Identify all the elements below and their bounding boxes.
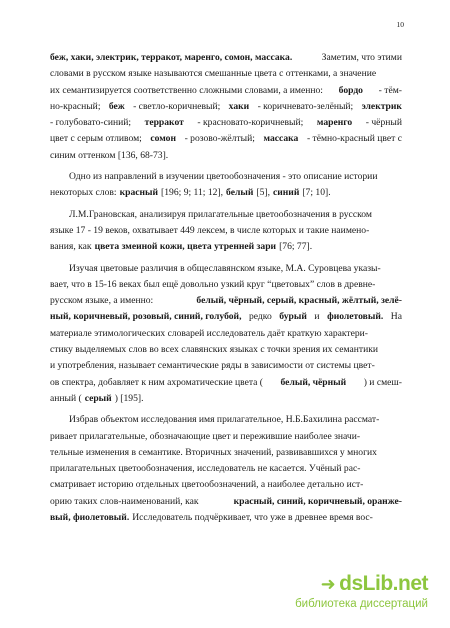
text-segment: - коричневато-зелёный;	[257, 100, 354, 112]
text-line	[50, 239, 402, 255]
text-segment: - чёрный	[365, 117, 402, 129]
text-line	[50, 494, 402, 510]
bold-term: цвета змеиной кожи, цвета утренней зари	[94, 241, 277, 253]
paragraph	[50, 207, 402, 256]
bold-term: массака	[263, 133, 299, 145]
text-segment: сматривает историю отдельных цветообозначений, а наиболее детально ист-	[50, 479, 364, 491]
text-segment: русском языке, а именно:	[50, 295, 154, 307]
text-segment: Исследователь подчёркивает, что уже в древнее время вос-	[132, 512, 373, 524]
text-line	[50, 293, 402, 309]
text-segment: прилагательных цветообозначения, исследователь не касается. Учёный рас-	[50, 463, 361, 475]
text-line	[50, 223, 402, 239]
text-segment: ) [195].	[114, 392, 144, 404]
text-line	[50, 391, 402, 407]
text-line	[50, 375, 402, 391]
text-segment: Изучая цветовые различия в общеславянском языке, М.А. Суровцева указы-	[69, 262, 381, 274]
text-segment: цвет с серым отливом;	[50, 133, 142, 145]
text-line	[50, 342, 402, 358]
text-line	[50, 326, 402, 342]
text-line	[50, 510, 402, 526]
text-line	[50, 477, 402, 493]
bold-term: сомон	[150, 133, 177, 145]
text-segment: [76; 77].	[279, 241, 313, 253]
text-segment: - голубовато-синий;	[50, 117, 132, 129]
text-segment: ов спектра, добавляет к ним ахроматические цвета (	[50, 376, 264, 388]
text-line	[50, 429, 402, 445]
text-segment: - тёмно-красный цвет с	[306, 133, 402, 145]
text-line	[50, 309, 402, 325]
text-segment: словами в русском языке называются смешанные цвета с оттенками, а значение	[50, 68, 377, 80]
watermark-subtitle: библиотека диссертаций	[295, 598, 428, 610]
text-segment: Л.М.Грановская, анализируя прилагательные цветообозначения в русском	[69, 208, 372, 220]
text-segment: языке 17 - 19 веков, охватывает 449 лексем, в числе которых и такие наимено-	[50, 224, 370, 236]
text-segment: но-красный;	[50, 100, 101, 112]
text-line	[50, 185, 402, 201]
bold-term: беж, хаки, электрик, терракот, маренго, сомон, массака.	[50, 52, 293, 63]
bold-term: красный, синий, коричневый, оранже-	[233, 495, 402, 507]
text-segment: орию таких слов-наименований, как	[50, 495, 199, 507]
text-segment: - тём-	[378, 84, 402, 96]
text-segment: - светло-коричневый;	[133, 100, 221, 112]
watermark-arrow-icon: ➜	[320, 573, 336, 594]
bold-term: бордо	[338, 84, 363, 96]
bold-term: белый	[226, 187, 254, 199]
text-segment: вает, что в 15-16 веках был ещё довольно узкий круг “цветовых” слов в древне-	[50, 278, 376, 290]
text-segment: редко	[249, 311, 272, 323]
text-line	[50, 169, 402, 185]
text-line	[50, 83, 402, 99]
text-segment: ) и смеш-	[363, 376, 402, 388]
page-number: 10	[396, 20, 404, 29]
text-segment: и	[314, 311, 320, 323]
text-line	[50, 115, 402, 131]
text-line	[50, 99, 402, 115]
text-line	[50, 50, 402, 66]
text-segment: тельные изменения в семантике. Вторичных значений, развивавшихся у многих	[50, 446, 377, 458]
bold-term: белый, чёрный	[280, 376, 347, 388]
text-segment: анный (	[50, 392, 82, 404]
text-segment: - красновато-коричневый;	[197, 117, 304, 129]
text-line	[50, 148, 402, 164]
text-segment: стику выделяемых слов во всех славянских языках с точки зрения их семантики	[50, 344, 379, 356]
text-segment: ривает прилагательные, обозначающие цвет и пережившие наиболее значи-	[50, 430, 361, 442]
bold-term: красный	[119, 187, 159, 199]
text-segment: вания, как	[50, 241, 92, 253]
bold-term: хаки	[228, 100, 250, 112]
paragraph	[50, 261, 402, 408]
watermark-logo	[321, 572, 428, 596]
text-segment: - розово-жёлтый;	[184, 133, 255, 145]
paragraph	[50, 412, 402, 526]
bold-term: электрик	[361, 100, 402, 112]
text-line	[50, 445, 402, 461]
watermark	[295, 572, 430, 614]
bold-term: синий	[272, 187, 300, 199]
text-segment: их семантизируется соответственно сложными словами, а именно:	[50, 84, 323, 96]
paragraph	[50, 50, 402, 164]
text-line	[50, 277, 402, 293]
text-segment: [196; 9; 11; 12],	[161, 187, 224, 199]
paragraph	[50, 169, 402, 202]
bold-term: белый, чёрный, серый, красный, жёлтый, зелё-	[196, 295, 402, 307]
text-segment: и употребления, называет семантические ряды в зависимости от системы цвет-	[50, 360, 375, 372]
bold-term: фиолетовый.	[327, 311, 384, 323]
bold-term: маренго	[316, 117, 353, 129]
text-segment: На	[390, 311, 402, 323]
bold-term: терракот	[144, 117, 184, 129]
text-segment: некоторых слов:	[50, 187, 117, 199]
text-line	[50, 261, 402, 277]
text-segment: синим оттенком [136, 68-73].	[50, 149, 169, 161]
text-segment: Избрав объектом исследования имя прилагательное, Н.Б.Бахилина рассмат-	[69, 414, 380, 426]
bold-term: серый	[84, 392, 112, 404]
text-segment: [7; 10].	[302, 187, 331, 199]
text-line	[50, 461, 402, 477]
text-segment: Заметим, что этими	[321, 52, 402, 63]
bold-term: беж	[108, 100, 125, 112]
text-line	[50, 131, 402, 147]
watermark-logo-text: dsLib.net	[339, 572, 428, 595]
text-segment: Одно из направлений в изучении цветообозначения - это описание истории	[69, 171, 378, 183]
text-segment: [5],	[256, 187, 270, 199]
text-line	[50, 207, 402, 223]
text-line	[50, 412, 402, 428]
bold-term: вый, фиолетовый.	[50, 512, 130, 524]
bold-term: ный, коричневый, розовый, синий, голубой,	[50, 311, 242, 323]
text-line	[50, 358, 402, 374]
text-segment: материале этимологических словарей исследователь даёт краткую характери-	[50, 327, 368, 339]
text-line	[50, 66, 402, 82]
bold-term: бурый	[279, 311, 307, 323]
document-body	[50, 50, 402, 526]
